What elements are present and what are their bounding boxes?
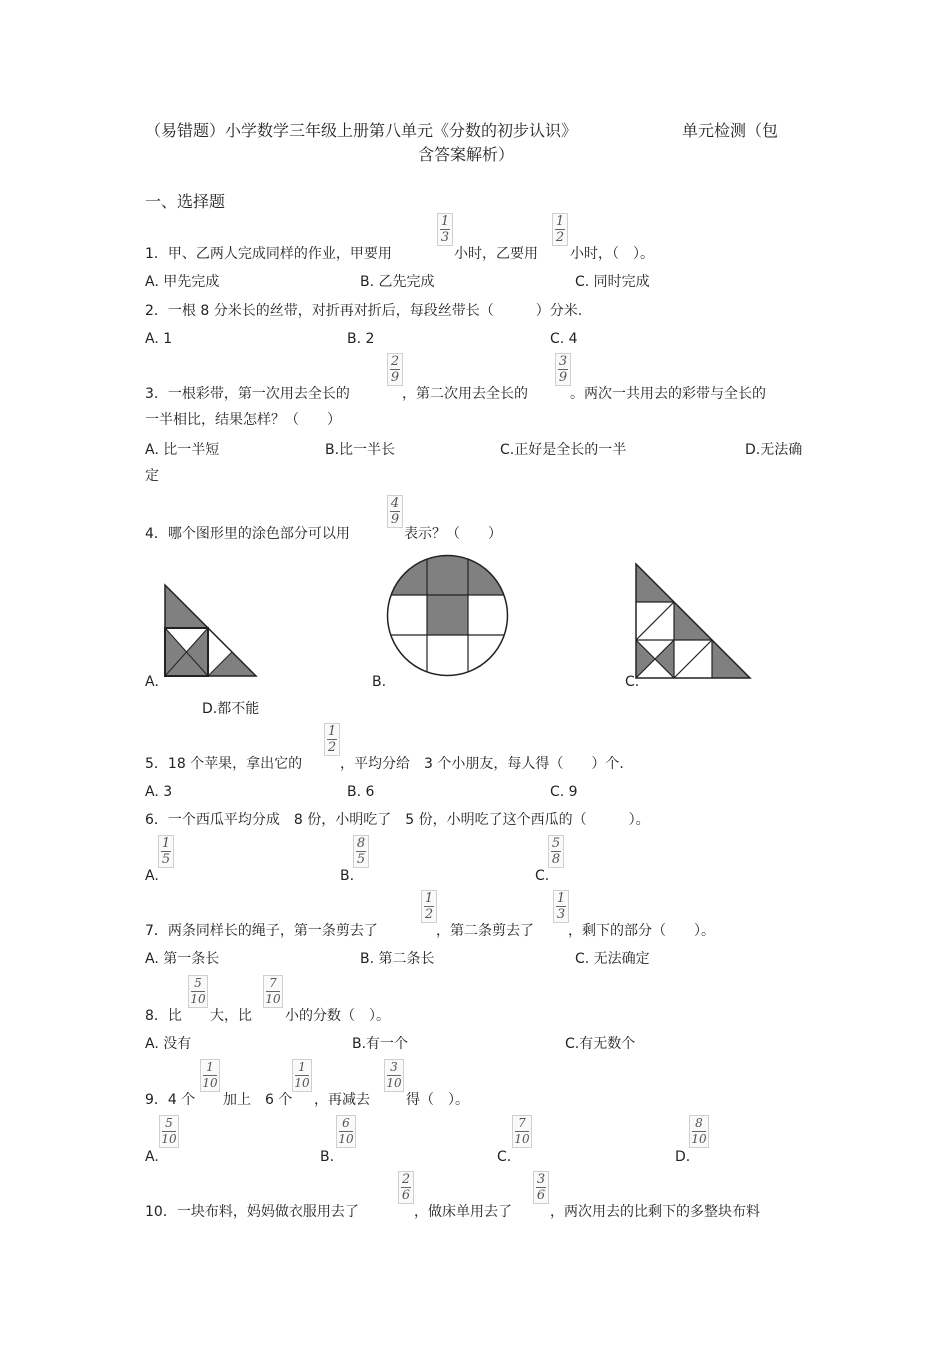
q4-fraction: $\frac{4}{9}$	[387, 495, 403, 528]
q9-label-c: C.	[497, 1149, 512, 1165]
q7-text-post: ，剩下的部分（ ）。	[568, 923, 715, 939]
q5-fraction: $\frac{1}{2}$	[324, 723, 340, 756]
q3-option-c: C.正好是全长的一半	[500, 442, 627, 458]
q7-option-a: A. 第一条长	[145, 951, 220, 967]
q4-label-c: C.	[625, 674, 640, 690]
q6-fraction-b: $\frac{8}{5}$	[353, 835, 369, 868]
q1-text-post: 小时，（ ）。	[570, 246, 654, 262]
q10-text-pre: 10．一块布料，妈妈做衣服用去了	[145, 1204, 359, 1220]
q6-fraction-a: $\frac{1}{5}$	[158, 835, 174, 868]
q9-text-pre: 9．4 个	[145, 1092, 196, 1108]
q7-fraction-1: $\frac{1}{2}$	[421, 890, 437, 923]
q8-text-mid: 大，比	[210, 1008, 252, 1024]
q3-option-d: D.无法确	[745, 442, 803, 458]
title-line-1: （易错题）小学数学三年级上册第八单元《分数的初步认识》	[145, 121, 578, 140]
q1-text-pre: 1．甲、乙两人完成同样的作业，甲要用	[145, 246, 392, 262]
q8-text-post: 小的分数（ ）。	[285, 1008, 390, 1024]
q8-option-c: C.有无数个	[565, 1036, 636, 1052]
title-line-1-end: 单元检测（包	[682, 121, 779, 140]
q9-fraction-b: $\frac{6}{10}$	[336, 1115, 356, 1148]
q6-label-b: B.	[340, 868, 355, 884]
q9-fraction-a: $\frac{5}{10}$	[159, 1115, 179, 1148]
q1-fraction-1: $\frac{1}{3}$	[437, 213, 453, 246]
q5-option-c: C. 9	[550, 784, 578, 800]
q9-fraction-c: $\frac{7}{10}$	[512, 1115, 532, 1148]
q2-option-b: B. 2	[347, 331, 375, 347]
section-heading: 一、选择题	[145, 192, 226, 211]
q4-text-pre: 4．哪个图形里的涂色部分可以用	[145, 526, 350, 542]
q4-option-d: D.都不能	[202, 701, 260, 717]
q4-label-b: B.	[372, 674, 387, 690]
q9-label-d: D.	[675, 1149, 691, 1165]
q6-label-c: C.	[535, 868, 550, 884]
q8-option-b: B.有一个	[352, 1036, 409, 1052]
q9-text-post: 得（ ）。	[406, 1092, 469, 1108]
q9-fraction-2: $\frac{1}{10}$	[292, 1059, 312, 1092]
q8-fraction-2: $\frac{7}{10}$	[263, 975, 283, 1008]
q4-label-a: A.	[145, 674, 159, 690]
q10-text-post: ，两次用去的比剩下的多整块布料	[550, 1204, 760, 1220]
q4-figure-c-triangle	[632, 560, 757, 682]
q3-text-pre: 3．一根彩带，第一次用去全长的	[145, 386, 350, 402]
q6-fraction-c: $\frac{5}{8}$	[548, 835, 564, 868]
q5-option-a: A. 3	[145, 784, 173, 800]
q3-option-a: A. 比一半短	[145, 442, 220, 458]
q3-option-b: B.比一半长	[325, 442, 396, 458]
q1-fraction-2: $\frac{1}{2}$	[552, 213, 568, 246]
q3-text-mid: ，第二次用去全长的	[402, 386, 528, 402]
title-line-2: 含答案解析）	[418, 145, 515, 164]
q4-figure-a-triangle	[160, 580, 265, 680]
q2-option-c: C. 4	[550, 331, 578, 347]
q7-text-pre: 7．两条同样长的绳子，第一条剪去了	[145, 923, 378, 939]
q1-text-mid: 小时，乙要用	[454, 246, 538, 262]
q4-text-post: 表示？（ ）	[404, 526, 502, 542]
q10-fraction-2: $\frac{3}{6}$	[533, 1171, 549, 1204]
q4-figure-b-circle	[385, 553, 510, 678]
q7-text-mid: ，第二条剪去了	[436, 923, 534, 939]
q9-fraction-3: $\frac{3}{10}$	[384, 1059, 404, 1092]
q8-option-a: A. 没有	[145, 1036, 192, 1052]
q5-text-post: ，平均分给 3 个小朋友，每人得（ ）个.	[340, 756, 624, 772]
q1-option-a: A. 甲先完成	[145, 274, 220, 290]
q10-fraction-1: $\frac{2}{6}$	[398, 1171, 414, 1204]
q5-option-b: B. 6	[347, 784, 375, 800]
q2-text: 2．一根 8 分米长的丝带，对折再对折后，每段丝带长（ ）分米.	[145, 303, 583, 319]
q7-option-c: C. 无法确定	[575, 951, 650, 967]
q9-label-a: A.	[145, 1149, 159, 1165]
q9-fraction-1: $\frac{1}{10}$	[200, 1059, 220, 1092]
q5-text-pre: 5．18 个苹果，拿出它的	[145, 756, 303, 772]
q9-label-b: B.	[320, 1149, 335, 1165]
q7-fraction-2: $\frac{1}{3}$	[553, 890, 569, 923]
q3-option-d-wrap: 定	[145, 468, 159, 484]
q8-fraction-1: $\frac{5}{10}$	[188, 975, 208, 1008]
q1-option-b: B. 乙先完成	[360, 274, 435, 290]
q8-text-pre: 8．比	[145, 1008, 182, 1024]
q6-text: 6．一个西瓜平均分成 8 份，小明吃了 5 份，小明吃了这个西瓜的（ ）。	[145, 812, 650, 828]
q3-fraction-1: $\frac{2}{9}$	[387, 353, 403, 386]
q9-text-mid-1: 加上 6 个	[223, 1092, 293, 1108]
q3-text-post: 。两次一共用去的彩带与全长的	[570, 386, 766, 402]
q9-fraction-d: $\frac{8}{10}$	[689, 1115, 709, 1148]
q10-text-mid: ，做床单用去了	[414, 1204, 512, 1220]
q3-fraction-2: $\frac{3}{9}$	[555, 353, 571, 386]
q1-option-c: C. 同时完成	[575, 274, 650, 290]
q9-text-mid-2: ，再减去	[314, 1092, 370, 1108]
q2-option-a: A. 1	[145, 331, 173, 347]
q7-option-b: B. 第二条长	[360, 951, 435, 967]
q6-label-a: A.	[145, 868, 159, 884]
q3-text-line-2: 一半相比，结果怎样？（ ）	[145, 412, 341, 428]
